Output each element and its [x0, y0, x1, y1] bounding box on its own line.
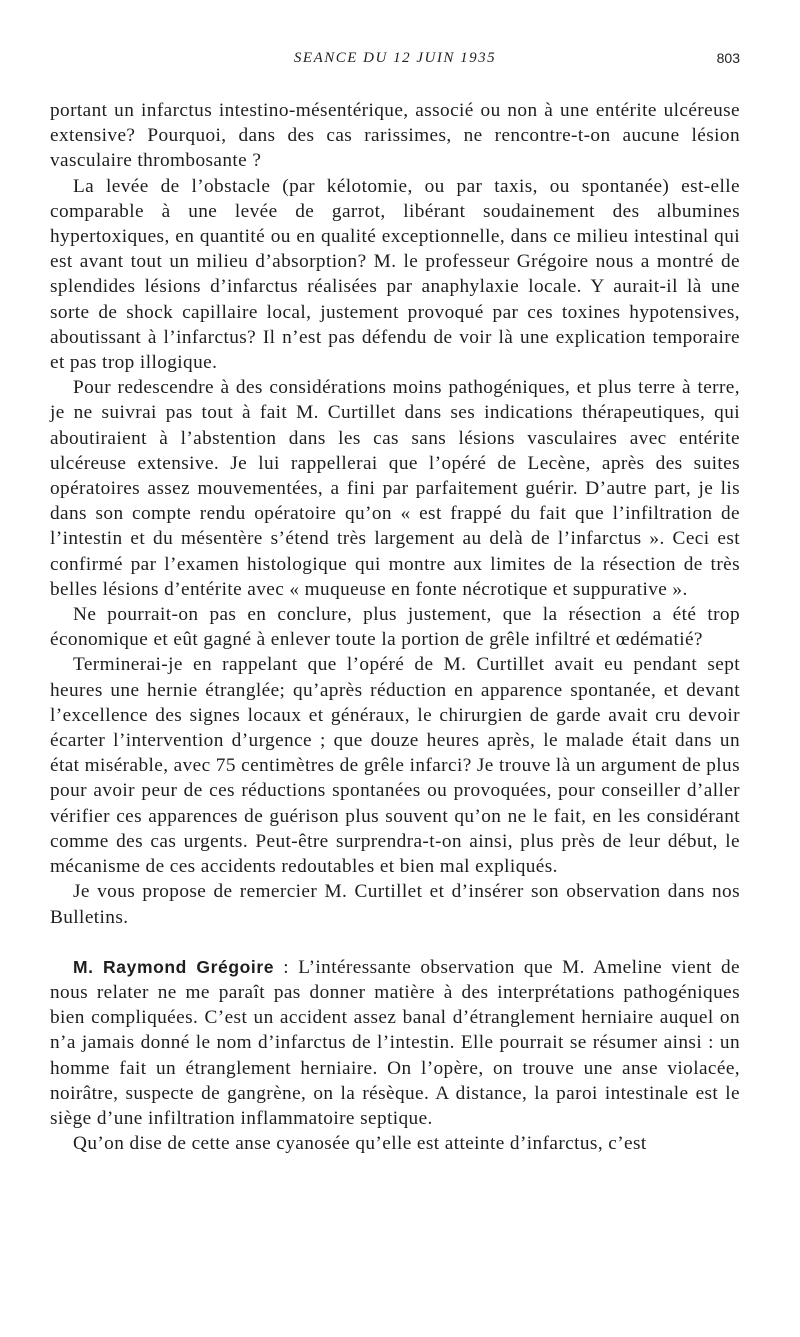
speaker-name: M. Raymond Grégoire	[73, 956, 275, 977]
paragraph: Pour redescendre à des considérations moins pathogéniques, et plus terre à terre, je ne suivrai pas tout à fait M. Curtillet dans ses indications thérapeutiques, qui aboutiraient à l’abstention dans les cas sans lésions vasculaires avec entérite ulcéreuse extensive. Je lui rappellerai que l’opéré de Lecène, après des suites opératoires assez mouvementées, a fini par parfaitement guérir. D’autre part, je lis dans son compte rendu opératoire qu’on « est frappé du fait que l’infiltration de l’intestin et du mésentère s’étend très largement au delà de l’infarctus ». Ceci est confirmé par l’examen histologique qui montre aux limites de la résection de très belles lésions d’entérite avec « muqueuse en fonte nécrotique et suppurative ».	[50, 377, 740, 600]
speaker-paragraph	[50, 955, 740, 1131]
speaker-text: L’intéressante observation que M. Ameline vient de nous relater ne me paraît pas donner matière à des interprétations pathogéniques bien compliquées. C’est un accident assez banal d’étranglement herniaire auquel on n’a jamais donné le nom d’infarctus de l’intestin. Elle pourrait se résumer ainsi : un homme fait un étranglement herniaire. On l’opère, on trouve une anse violacée, noirâtre, suspecte de gangrène, on la résèque. A distance, la paroi intestinale est le siège d’une infiltration inflammatoire septique.	[50, 956, 740, 1129]
page-number: 803	[716, 50, 740, 66]
paragraph: Qu’on dise de cette anse cyanosée qu’elle est atteinte d’infarctus, c’est	[73, 1133, 647, 1155]
paragraph: Je vous propose de remercier M. Curtillet et d’insérer son observation dans nos Bulletins.	[50, 881, 740, 928]
body-text	[50, 98, 740, 1156]
document-page	[50, 50, 740, 1156]
paragraph: Ne pourrait-on pas en conclure, plus justement, que la résection a été trop économique et eût gagné à enlever toute la portion de grêle infiltré et œdématié?	[50, 604, 740, 651]
paragraph: La levée de l’obstacle (par kélotomie, ou par taxis, ou spontanée) est-elle comparable à une levée de garrot, libérant soudainement des albumines hypertoxiques, en quantité ou en qualité exceptionnelle, dans ce milieu intestinal qui est avant tout un milieu d’absorption? M. le professeur Grégoire nous a montré de splendides lésions d’infarctus réalisées par anaphylaxie locale. Y aurait-il là une sorte de shock capillaire local, justement provoqué par ces toxines hypotensives, aboutissant à l’infarctus? Il n’est pas défendu de voir là une explication temporaire et pas trop illogique.	[50, 175, 740, 374]
running-header	[50, 50, 740, 76]
paragraph-continued: portant un infarctus intestino-mésentérique, associé ou non à une entérite ulcéreuse extensive? Pourquoi, dans des cas rarissimes, ne rencontre-t-on aucune lésion vasculaire thrombosante ?	[50, 100, 740, 172]
paragraph: Terminerai-je en rappelant que l’opéré de M. Curtillet avait eu pendant sept heures une hernie étranglée; qu’après réduction en apparence spontanée, et devant l’excellence des signes locaux et généraux, le chirurgien de garde avait cru devoir écarter l’intervention d’urgence ; que douze heures après, le malade était dans un état misérable, avec 75 centimètres de grêle infarci? Je trouve là un argument de plus pour avoir peur de ces réductions spontanées ou provoquées, pour conseiller d’aller vérifier ces apparences de guérison plus souvent qu’on ne le fait, en les considérant comme des cas urgents. Peut-être surprendra-t-on ainsi, plus près de leur début, le mécanisme de ces accidents redoutables et bien mal expliqués.	[50, 654, 740, 878]
running-title: SEANCE DU 12 JUIN 1935	[293, 50, 497, 66]
speaker-separator: :	[274, 956, 299, 978]
